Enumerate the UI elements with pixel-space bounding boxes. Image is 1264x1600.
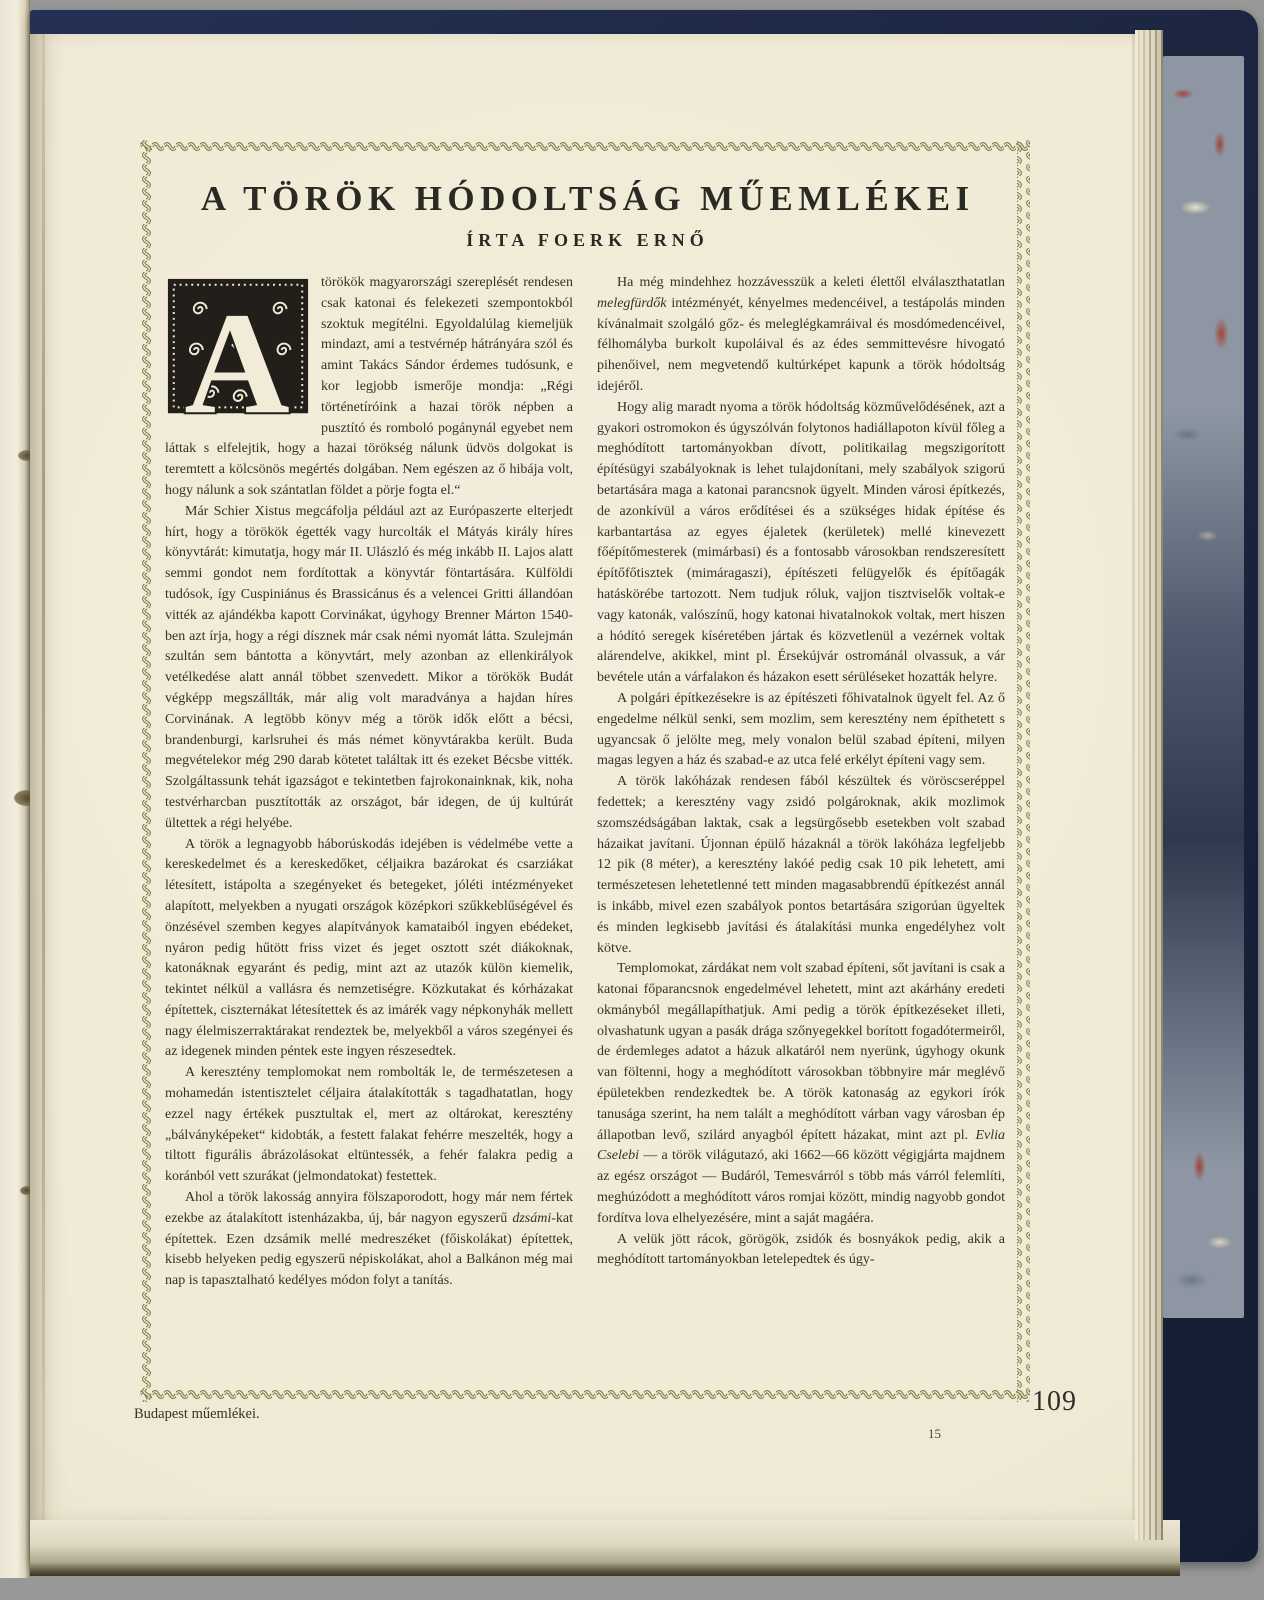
paragraph	[597, 273, 1005, 398]
paragraph	[597, 1230, 1005, 1272]
gutter-crease	[42, 34, 45, 1520]
body-text: — a török világutazó, aki 1662—66 között végigjárta majdnem az egész országot — Budáról, Temesvárról s több más várról felemlíti, meghúzódott a meghódított város romjai között, mindig nagyobb gondot fordítva lova elhelyezésére, mint a saját magáéra.	[597, 1148, 1005, 1226]
signature-number: 15	[928, 1426, 941, 1441]
page-title: A TÖRÖK HÓDOLTSÁG MŰEMLÉKEI	[200, 179, 975, 218]
paragraph	[165, 502, 573, 835]
body-text: A polgári építkezésekre is az építészeti főhivatalnok ügyelt fel. Az ő engedelme nélkül senki, sem mozlim, sem keresztény nem építhetett s ugyancsak ő jelölte meg, mely vonalon belül szabad építeni, milyen magas legyen a ház és szabad-e az utca felé erkélyt építeni vagy sem.	[597, 690, 1005, 769]
paragraph	[597, 772, 1005, 959]
italic-text: melegfürdők	[597, 295, 667, 311]
body-text: A velük jött rácok, görögök, zsidók és bosnyákok pedig, akik a meghódított tartományokban letelepedtek és úgy-	[597, 1231, 1005, 1268]
body-text: intézményét, kényelmes medencéivel, a testápolás minden kívánalmait szolgáló gőz- és meleglégkamráival és mosdómedencéivel, félhomályba burkolt kupoláival és az édes semmittevésre hivogató pihenőivel, nem megvetendő kultúrképet kapunk a török hódoltság idejéről.	[597, 295, 1005, 394]
body-text: A keresztény templomokat nem rombolták le, de természetesen a mohamedán istentisztelet céljaira átalakították s tagadhatatlan, hogy ezzel nagy értékek pusztultak el, mert az oltárokat, keresztény „bálványképeket“ kidobták, a festett falakat fehérre meszelték, hogy a tiltott figurális ábrázolásokat eltüntessék, a fehér falakra pedig a koránból vett szurákat (jelmondatokat) festettek.	[165, 1065, 573, 1185]
italic-text: dzsámi	[512, 1210, 552, 1226]
article-body	[153, 153, 1017, 1389]
marbled-endpaper	[1163, 56, 1244, 1318]
decorative-border-frame	[140, 140, 1030, 1402]
body-text: törökök magyarországi szereplését rendesen csak katonai és felekezeti szempontokból szoktuk megítélni. Egyoldalúlag kiemeljük mindazt, ami a testvérnép hátrányára szól és amint Takács Sándor érdemes tudósunk, e kor legjobb ismerője mondja: „Régi történetíróink a hazai török népben a pusztító és romboló pogánynál egyebet nem láttak s elfelejtik, hogy a hazai törökség nálunk üdvös dolgokat is teremtett a kölcsönös megértés dolgában. Nem egészen az ő hibája volt, hogy nálunk a sok szántatlan földet a pörje fogta el.“	[165, 275, 573, 498]
paragraph	[597, 398, 1005, 689]
paragraph	[165, 1188, 573, 1292]
facing-page-edge	[0, 0, 30, 1578]
paragraph	[165, 273, 573, 502]
paragraph	[597, 689, 1005, 772]
body-text: A török a legnagyobb háborúskodás idejében is védelmébe vette a kereskedelmet és a kereskedőket, céljaikra bazárokat és csarziákat létesített, istápolta a szegényeket és betegeket, jóléti intézményeket alapított, melyekben a nyugati országok középkori szűkkeblűségével és önzésével szemben kegyes alapítványok kamataiból ingyen ebédeket, nyáron pedig hűtött friss vizet és jeget osztott szét diákoknak, katonáknak egyaránt és pedig, mint azt az utazók külön kiemelik, tekintet nélkül a vallásra és nemzetiségre. Közkutakat és kórházakat építettek, ciszternákat létesítettek és az imárék vagy népkonyhák mellett nagy élelmiszerraktárakat rendeztek be, melyekből a város szegényei és az idegenek minden péntek este ingyen részesedtek.	[165, 836, 573, 1060]
drop-cap-letter: A	[184, 282, 290, 423]
page	[30, 34, 1135, 1520]
page-number: 109	[1032, 1386, 1077, 1417]
body-text: Már Schier Xistus megcáfolja például azt az Európaszerte elterjedt hírt, hogy a törökök égették vagy hurcolták el Mátyás király híres könyvtárát: kimutatja, hogy már II. Ulászló és még inkább II. Lajos alatt semmi gondot nem fordítottak a könyvtár föntartására. Külföldi tudósok, így Cuspiniánus és Brassicánus és a velencei Gritti állandóan vitték az ajándékba kapott Corvinákat, úgyhogy Brenner Márton 1540-ben azt írja, hogy a régi dísznek már csak némi nyomát látta. Szulejmán szultán sem bántotta a könyvtárt, mely azonban az ellenkirályok vetélkedése alatt annál többet szenvedett. Mikor a törökök Budát végképp megszállták, már alig volt maradványa a hajdan híres Corvinának. A legtöbb könyv még a török idők előtt a bécsi, brandenburgi, karlsruhei és más német könyvtárakba került. Buda megvételekor még 290 darab kötetet találtak itt és ezeket Bécsbe vitték. Szolgáltassunk tehát igazságot e tekintetben fajrokonainknak, kik, noha testvérharcban pusztították az országot, bár idegen, de új kultúrát ültettek a régi helyébe.	[165, 503, 573, 831]
text-column-left	[165, 273, 573, 1377]
body-text: Ahol a török lakosság annyira fölszaporodott, hogy már nem fértek ezekbe az átalakított istenházakba, új, bár nagyon egyszerű	[165, 1190, 573, 1226]
body-text: -kat építettek. Ezen dzsámik mellé medreszéket (főiskolákat) építettek, kisebb helyeken pedig egyszerű népiskolákat, ahol a Balkánon még mai nap is tapasztalható kedélyes módon folyt a tanítás.	[165, 1210, 573, 1289]
text-column-right	[597, 273, 1005, 1377]
paragraph	[597, 959, 1005, 1229]
body-text: Ha még mindehhez hozzávesszük a keleti élettől elválaszthatatlan	[617, 275, 1005, 290]
page-stack-bottom-edge	[30, 1520, 1180, 1576]
text-columns	[165, 273, 1005, 1377]
footer-series-title: Budapest műemlékei.	[134, 1406, 260, 1422]
paragraph	[165, 1063, 573, 1188]
byline: ÍRTA FOERK ERNŐ	[466, 230, 709, 250]
body-text: Templomokat, zárdákat nem volt szabad építeni, sőt javítani is csak a katonai főparancsnok engedelmével lehetett, mint azt akárhány eredeti okmányból megállapíthatjuk. Ami pedig a török építkezéseket illeti, olvashatunk ugyan a pasák drága szőnyegekkel borított fogadótermeiről, de érdemleges adatot a házuk alkatáról nem nyerünk, úgyhogy okunk van föltenni, hogy a meghódított városokban többnyire már meglévő épületekben rendezkedtek be. A török katonaság az egykori írók tanusága szerint, ha nem talált a meghódított várban vagy városban ép állapotban levő, szilárd anyagból épített házakat, mint azt pl.	[597, 961, 1005, 1143]
body-text: Hogy alig maradt nyoma a török hódoltság közművelődésének, azt a gyakori ostromokon és úgyszólván folytonos hadiállapoton kívül főleg a meghódított tartományokban dívott, politikailag megszigorított építésügyi szabályoknak is lehet tulajdonítani, mely szabályok szigorú betartására maga a katonai parancsnok ügyelt. Minden városi építkezés, de azonkívül a város erődítései és a szükséges hidak építése és karbantartása az egyes éjaletek (kerületek) mellé kinevezett főépítőmesterek (mimárbasi) és a fontosabb városokban rendszeresített építőfőtisztek (mimáragaszi), építészeti felügyelők és építőagák hatáskörébe tartozott. Nem tudjuk róluk, vajjon tisztviselők voltak-e vagy katonák, valószínű, hogy katonai hivatalnokok voltak, mert hiszen a hódító seregek kíséretében jártak és közvetlenül a vezérnek voltak alárendelve, akikkel, mint pl. Érsekújvár ostrománál olvassuk, a vár bevétele után a várfalakon és házakon esett sérüléseket hozatták helyre.	[597, 399, 1005, 686]
italic-text: Evlia Cselebi	[597, 1127, 1005, 1164]
page-edges	[1135, 30, 1163, 1540]
paragraph	[165, 835, 573, 1064]
drop-cap-ornament	[165, 275, 311, 423]
body-text: A török lakóházak rendesen fából készültek és vöröscseréppel fedettek; a keresztény vagy zsidó polgároknak, akik mozlimok szomszédságában laktak, csak a legsürgősebb esetekben volt szabad házaikat javítani. Újonnan épülő házaknál a török lakóháza legfeljebb 12 pik (8 méter), a keresztény lakóé pedig csak 10 pik lehetett, ami természetesen lehetetlenné tett minden magasabbrendű építkezést annál is inkább, mivel ezen szabályok pontos betartására szigorúan ügyeltek és minden legkisebb javítási és átalakítási munka engedélyhez volt kötve.	[597, 774, 1005, 956]
